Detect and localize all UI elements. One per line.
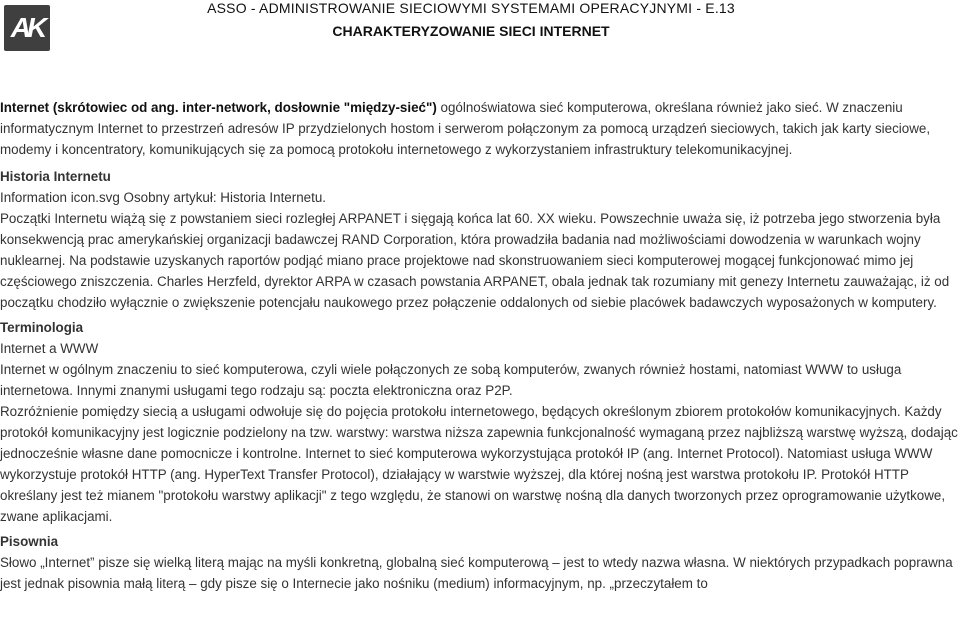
historia-info-line: Information icon.svg Osobny artykuł: Historia Internetu. bbox=[0, 190, 326, 205]
logo bbox=[4, 5, 50, 51]
intro-text: ogólnoświatowa sieć komputerowa, określana również jako sieć. W znaczeniu informatycznym Internet to przestrzeń adresów IP przydzielonych hostom i serwerom połączonym za pomocą urządzeń sieciowych, takich jak karty sieciowe, modemy i koncentratory, komunikujących się za pomocą protokołu internetowego z wykorzystaniem infrastruktury telekomunikacyjnej. bbox=[0, 100, 931, 157]
terminologia-heading: Terminologia bbox=[0, 320, 84, 335]
document-body bbox=[0, 97, 960, 594]
terminologia-paragraph-2: Rozróżnienie pomiędzy siecią a usługami odwołuje się do pojęcia protokołu internetowego, będących określonym zbiorem protokołów komunikacyjnych. Każdy protokół komunikacyjny jest logicznie podzielony na tzw. warstwy: warstwa niższa zapewnia funkcjonalność wymaganą przez najbliższą warstwę wyższą, dodając jednocześnie własne dane pomocnicze i kontrolne. Internet to sieć komputerowa wykorzystująca protokół IP (ang. Internet Protocol). Natomiast usługa WWW wykorzystuje protokół HTTP (ang. HyperText Transfer Protocol), działający w warstwie wyższej, dla której nośną jest warstwa protokołu IP. Protokół HTTP określany jest też mianem "protokołu warstwy aplikacji" z tego względu, że stanowi on warstwę nośną dla danych tworzonych przez oprogramowanie użytkowe, zwane aplikacjami. bbox=[0, 404, 958, 524]
terminologia-subheading: Internet a WWW bbox=[0, 341, 99, 356]
intro-bold: Internet (skrótowiec od ang. inter-network, dosłownie "między-sieć") bbox=[0, 100, 437, 115]
document-title: ASSO - ADMINISTROWANIE SIECIOWYMI SYSTEMAMI OPERACYJNYMI - E.13 bbox=[207, 0, 735, 16]
historia-paragraph: Początki Internetu wiążą się z powstaniem sieci rozległej ARPANET i sięgają końca lat 60. XX wieku. Powszechnie uważa się, iż potrzeba jego stworzenia była konsekwencją prac amerykańskiej organizacji badawczej RAND Corporation, która prowadziła badania nad możliwościami dowodzenia w warunkach wojny nuklearnej. Na podstawie uzyskanych raportów podjąć miano prace projektowe nad skonstruowaniem sieci komputerowej mogącej funkcjonować mimo jej częściowego zniszczenia. Charles Herzfeld, dyrektor ARPA w czasach powstania ARPANET, obala jednak tak rozumiany mit genezy Internetu zauważając, iż od początku chodziło wyłącznie o zwiększenie potencjału naukowego przez połączenie oddalonych od siebie placówek badawczych wyposażonych w komputery. bbox=[0, 211, 950, 310]
page-header bbox=[0, 0, 960, 60]
document-subtitle: CHARAKTERYZOWANIE SIECI INTERNET bbox=[332, 23, 610, 39]
logo-text: AK bbox=[10, 12, 44, 43]
intro-paragraph bbox=[0, 97, 960, 160]
pisownia-heading: Pisownia bbox=[0, 534, 59, 549]
terminologia-paragraph-1: Internet w ogólnym znaczeniu to sieć komputerowa, czyli wiele połączonych ze sobą komputerów, zwanych również hostami, natomiast WWW to usługa internetowa. Innymi znanymi usługami tego rodzaju są: poczta elektroniczna oraz P2P. bbox=[0, 362, 902, 398]
historia-heading: Historia Internetu bbox=[0, 169, 111, 184]
pisownia-paragraph: Słowo „Internet” pisze się wielką literą mając na myśli konkretną, globalną sieć komputerową – jest to wtedy nazwa własna. W niektórych przypadkach poprawna jest jednak pisownia małą literą – gdy pisze się o Internecie jako nośniku (medium) informacyjnym, np. „przeczytałem to bbox=[0, 555, 953, 591]
